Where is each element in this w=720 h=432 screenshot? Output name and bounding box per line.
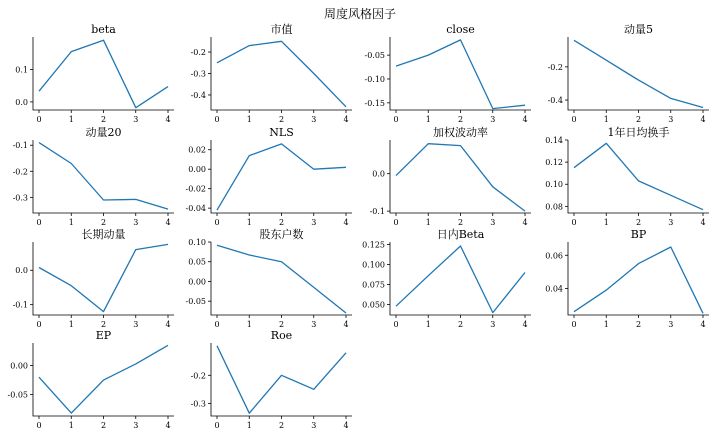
x-tick-label: 2 [457,115,464,124]
subplot-title: close [446,23,475,36]
y-tick-label: 0.14 [545,136,563,145]
subplot-title: 1年日均换手 [607,126,670,139]
subplot-7 [545,125,709,227]
subplot-5 [185,126,352,227]
y-tick-label: 0.1 [15,65,28,75]
y-tick-label: -0.05 [185,297,206,307]
x-tick-label: 1 [68,320,74,329]
x-tick-label: 1 [425,218,431,227]
x-tick-label: 3 [490,115,496,124]
y-tick-label: 0.12 [545,158,563,168]
subplot-2 [364,23,531,124]
subplot-0 [15,23,174,124]
x-tick-label: 4 [343,421,349,430]
y-tick-label: 0.05 [188,257,206,267]
x-tick-label: 4 [165,320,171,329]
y-tick-label: 0.00 [188,165,206,175]
subplot-11 [545,228,709,329]
x-tick-label: 1 [603,115,609,124]
x-tick-label: 0 [36,218,42,227]
x-tick-label: 4 [522,320,528,329]
x-tick-label: 2 [100,115,107,124]
subplot-10 [362,227,531,329]
x-tick-label: 1 [68,115,74,124]
x-tick-label: 3 [311,218,317,227]
axis-spine [211,242,352,315]
x-tick-label: 0 [571,115,577,124]
x-tick-label: 4 [165,218,171,227]
y-tick-label: 0.0 [15,266,28,276]
series-line [574,143,703,209]
y-tick-label: -0.2 [190,371,206,381]
x-tick-label: 4 [700,320,706,329]
y-tick-label: 0.04 [545,284,563,294]
y-tick-label: -0.3 [12,193,28,203]
subplot-title: NLS [269,126,294,139]
series-line [39,244,168,311]
axis-spine [390,37,531,110]
series-line [396,40,525,109]
figure-suptitle: 周度风格因子 [323,7,397,21]
x-tick-label: 3 [311,320,317,329]
axis-spine [33,242,174,315]
x-tick-label: 0 [36,421,42,430]
x-tick-label: 3 [133,115,139,124]
x-tick-label: 0 [214,421,220,430]
subplot-1 [191,22,352,124]
y-tick-label: -0.2 [12,167,28,177]
y-tick-label: 0.06 [545,251,563,261]
x-tick-label: 0 [571,320,577,329]
series-line [396,144,525,211]
y-tick-label: -0.05 [7,390,28,400]
x-tick-label: 4 [165,115,171,124]
x-tick-label: 4 [343,218,349,227]
y-tick-label: 0.0 [15,97,28,107]
subplot-12 [7,329,174,430]
x-tick-label: 0 [393,320,399,329]
x-tick-label: 3 [133,320,139,329]
y-tick-label: 0.10 [188,238,206,247]
x-tick-label: 3 [668,115,674,124]
x-tick-label: 2 [100,421,107,430]
x-tick-label: 0 [214,320,220,329]
x-tick-label: 4 [343,115,349,124]
series-line [39,40,168,108]
x-tick-label: 0 [214,218,220,227]
axis-spine [390,242,531,315]
x-tick-label: 3 [490,320,496,329]
x-tick-label: 3 [490,218,496,227]
x-tick-label: 3 [133,421,139,430]
x-tick-label: 2 [635,115,642,124]
x-tick-label: 0 [393,218,399,227]
x-tick-label: 2 [278,115,285,124]
x-tick-label: 1 [246,320,252,329]
x-tick-label: 1 [603,218,609,227]
x-tick-label: 0 [36,320,42,329]
x-tick-label: 4 [700,115,706,124]
x-tick-label: 3 [311,421,317,430]
y-tick-label: -0.3 [190,399,206,409]
y-tick-label: -0.1 [369,207,385,217]
subplot-3 [548,22,709,124]
subplot-6 [370,125,531,227]
series-line [396,246,525,313]
series-line [217,41,346,107]
axis-spine [568,37,709,110]
y-tick-label: 0.125 [362,240,385,250]
x-tick-label: 3 [133,218,139,227]
y-tick-label: -0.10 [364,74,385,84]
subplot-title: 日内Beta [436,228,485,241]
x-tick-label: 2 [278,218,285,227]
x-tick-label: 2 [457,320,464,329]
x-tick-label: 4 [343,320,349,329]
y-tick-label: 0.10 [545,180,563,190]
y-tick-label: -0.1 [12,141,28,151]
x-tick-label: 4 [700,218,706,227]
y-tick-label: 0.100 [362,260,385,270]
x-tick-label: 3 [311,115,317,124]
x-tick-label: 3 [668,218,674,227]
y-tick-label: 0.00 [188,277,206,287]
y-tick-label: -0.1 [12,300,28,310]
x-tick-label: 1 [425,115,431,124]
x-tick-label: 0 [214,115,220,124]
y-tick-label: 0.075 [362,280,385,290]
x-tick-label: 2 [635,218,642,227]
x-tick-label: 1 [425,320,431,329]
series-line [574,40,703,107]
axis-spine [568,140,709,213]
subplot-8 [13,227,174,329]
x-tick-label: 2 [278,421,285,430]
series-line [217,346,346,413]
subplot-title: beta [91,23,116,36]
subplot-title: BP [630,228,647,241]
subplot-13 [191,329,352,430]
panels-group [7,22,709,430]
y-tick-label: -0.2 [547,62,563,72]
y-tick-label: -0.2 [190,48,206,58]
subplot-4 [13,125,174,227]
x-tick-label: 2 [100,218,107,227]
subplot-title: 市值 [270,23,293,36]
x-tick-label: 4 [522,115,528,124]
x-tick-label: 2 [635,320,642,329]
y-tick-label: 0.0 [372,169,385,179]
x-tick-label: 1 [246,421,252,430]
y-tick-label: -0.04 [185,204,206,214]
series-line [574,247,703,313]
axis-spine [390,140,531,213]
subplot-title: 动量20 [85,126,122,139]
y-tick-label: 0.050 [362,300,385,310]
series-line [217,144,346,210]
subplot-9 [185,227,352,329]
series-line [217,245,346,313]
y-tick-label: 0.00 [10,361,28,371]
subplot-title: EP [95,329,112,342]
x-tick-label: 3 [668,320,674,329]
y-tick-label: 0.08 [545,202,563,212]
subplot-title: 股东户数 [259,228,304,241]
subplot-title: 加权波动率 [433,126,488,139]
axis-spine [568,242,709,315]
x-tick-label: 1 [246,115,252,124]
x-tick-label: 1 [603,320,609,329]
x-tick-label: 0 [36,115,42,124]
axis-spine [211,343,352,416]
x-tick-label: 0 [571,218,577,227]
subplot-title: Roe [270,329,293,342]
subplot-title: 长期动量 [81,228,126,241]
y-tick-label: 0.02 [188,145,206,155]
series-line [39,345,168,413]
x-tick-label: 1 [68,218,74,227]
series-line [39,143,168,210]
axis-spine [33,140,174,213]
x-tick-label: 2 [278,320,285,329]
axis-spine [211,37,352,110]
x-tick-label: 4 [522,218,528,227]
y-tick-label: -0.4 [190,90,206,100]
x-tick-label: 4 [165,421,171,430]
x-tick-label: 1 [68,421,74,430]
y-tick-label: -0.3 [190,69,206,79]
x-tick-label: 2 [100,320,107,329]
x-tick-label: 1 [246,218,252,227]
y-tick-label: -0.4 [547,96,563,106]
y-tick-label: -0.02 [185,184,206,194]
axis-spine [211,140,352,213]
x-tick-label: 0 [393,115,399,124]
subplot-title: 动量5 [624,23,653,36]
y-tick-label: -0.15 [364,98,385,108]
y-tick-label: -0.05 [364,51,385,61]
x-tick-label: 2 [457,218,464,227]
